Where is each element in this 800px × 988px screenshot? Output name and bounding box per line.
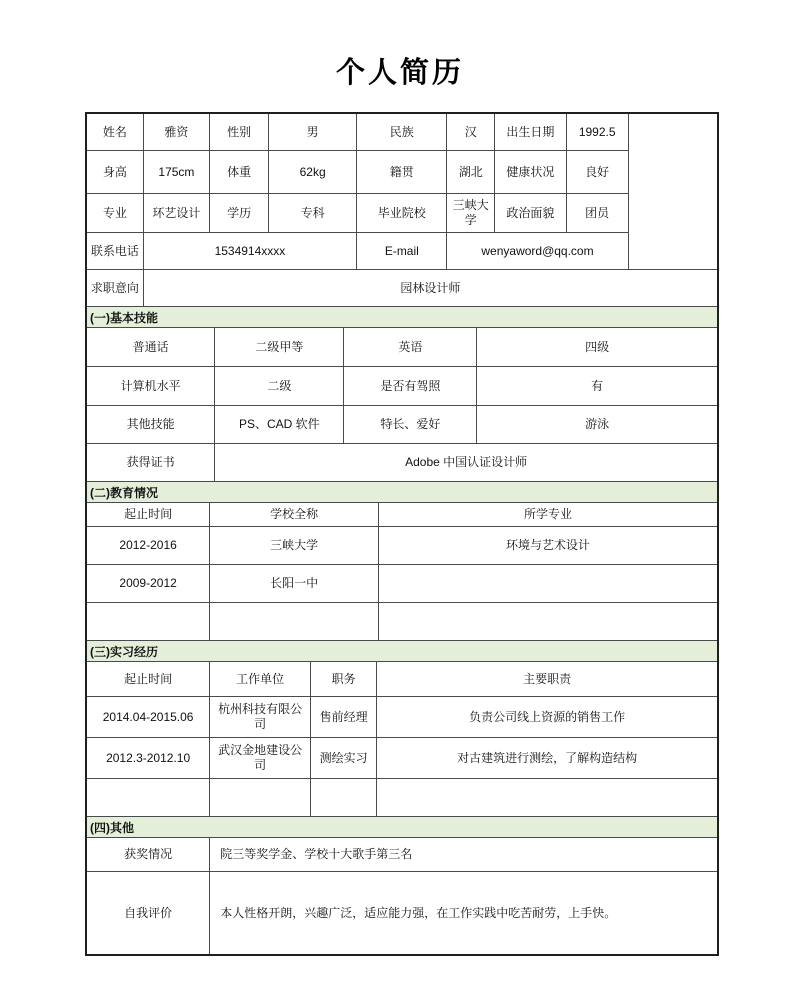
- ethnicity-value: 汉: [446, 114, 494, 150]
- license-label: 是否有驾照: [343, 367, 476, 405]
- profile-block: [87, 114, 717, 269]
- certificate-value: Adobe 中国认证设计师: [214, 444, 717, 481]
- intern-position: 售前经理: [310, 697, 376, 737]
- intern-period: 2014.04-2015.06: [102, 709, 194, 724]
- edu-major: 环境与艺术设计: [378, 527, 717, 564]
- objective-value: 园林设计师: [143, 270, 717, 306]
- phone-value: 1534914xxxx: [143, 233, 357, 269]
- internship-row: [87, 737, 717, 778]
- internship-row: [87, 696, 717, 737]
- skills-row: [87, 327, 717, 366]
- awards-row: [87, 837, 717, 871]
- intern-duty: 负责公司线上资源的销售工作: [376, 697, 717, 737]
- intern-company: [209, 779, 310, 816]
- internship-row: [87, 778, 717, 816]
- other-skills-label: 其他技能: [126, 417, 175, 431]
- self-evaluation-value: 本人性格开朗，兴趣广泛，适应能力强，在工作实践中吃苦耐劳，上手快。: [209, 872, 717, 954]
- section-heading-skills: (一)基本技能: [87, 306, 717, 327]
- height-label: 身高: [102, 164, 127, 179]
- email-label: E-mail: [356, 233, 446, 269]
- intern-duty: 对古建筑进行测绘，了解构造结构: [376, 738, 717, 778]
- major-value: 环艺设计: [143, 194, 209, 232]
- certificate-row: [87, 443, 717, 481]
- intern-duty-header: 主要职责: [376, 662, 717, 696]
- profile-row-3: [87, 193, 628, 232]
- computer-value: 二级: [214, 367, 343, 405]
- health-value: 良好: [566, 151, 628, 193]
- objective-label: 求职意向: [90, 280, 139, 295]
- intern-period: [87, 779, 209, 816]
- resume-table: [85, 112, 719, 956]
- mandarin-value: 二级甲等: [214, 328, 343, 366]
- degree-label: 学历: [209, 194, 268, 232]
- awards-label: 获奖情况: [124, 847, 173, 861]
- certificate-label: 获得证书: [126, 455, 175, 469]
- height-value: 175cm: [143, 151, 209, 193]
- weight-label: 体重: [209, 151, 268, 193]
- hobby-label: 特长、爱好: [343, 406, 476, 443]
- photo-cell: [628, 114, 717, 269]
- edu-school-header: 学校全称: [209, 503, 378, 526]
- political-status-label: 政治面貌: [494, 194, 566, 232]
- edu-major-header: 所学专业: [378, 503, 717, 526]
- mandarin-label: 普通话: [132, 339, 169, 354]
- intern-period-header: 起止时间: [124, 671, 173, 686]
- native-place-value: 湖北: [446, 151, 494, 193]
- birthdate-value: 1992.5: [566, 114, 628, 150]
- english-value: 四级: [476, 328, 717, 366]
- political-status-value: 团员: [566, 194, 628, 232]
- intern-position-header: 职务: [310, 662, 376, 696]
- profile-row-4: [87, 232, 628, 269]
- intern-duty: [376, 779, 717, 816]
- weight-value: 62kg: [268, 151, 356, 193]
- email-value: wenyaword@qq.com: [446, 233, 627, 269]
- section-heading-other: (四)其他: [87, 816, 717, 837]
- edu-major: [378, 603, 717, 640]
- edu-period: 2012-2016: [119, 538, 177, 552]
- license-value: 有: [476, 367, 717, 405]
- awards-value: 院三等奖学金、学校十大歌手第三名: [209, 838, 717, 871]
- objective-row: [87, 269, 717, 306]
- edu-school: 三峡大学: [209, 527, 378, 564]
- edu-school: 长阳一中: [209, 565, 378, 602]
- edu-period-header: 起止时间: [124, 507, 173, 521]
- native-place-label: 籍贯: [356, 151, 446, 193]
- skills-row: [87, 366, 717, 405]
- gender-value: 男: [268, 114, 356, 150]
- education-row: [87, 526, 717, 564]
- name-value: 雅资: [143, 114, 209, 150]
- name-label: 姓名: [102, 124, 127, 139]
- internship-header-row: [87, 661, 717, 696]
- major-label: 专业: [102, 205, 127, 220]
- other-skills-value: PS、CAD 软件: [214, 406, 343, 443]
- english-label: 英语: [343, 328, 476, 366]
- profile-row-2: [87, 150, 628, 193]
- intern-period: 2012.3-2012.10: [106, 750, 191, 765]
- edu-major: [378, 565, 717, 602]
- education-header-row: [87, 502, 717, 526]
- skills-row: [87, 405, 717, 443]
- page-title: 个人简历: [335, 57, 464, 89]
- birthdate-label: 出生日期: [494, 114, 566, 150]
- ethnicity-label: 民族: [356, 114, 446, 150]
- self-evaluation-row: [87, 871, 717, 954]
- section-heading-internship: (三)实习经历: [87, 640, 717, 661]
- computer-label: 计算机水平: [120, 378, 181, 393]
- education-row: [87, 564, 717, 602]
- edu-period: 2009-2012: [119, 576, 177, 590]
- section-heading-education: (二)教育情况: [87, 481, 717, 502]
- health-label: 健康状况: [494, 151, 566, 193]
- education-row: [87, 602, 717, 640]
- intern-company: 武汉金地建设公司: [209, 738, 310, 778]
- intern-position: [310, 779, 376, 816]
- intern-position: 测绘实习: [310, 738, 376, 778]
- self-evaluation-label: 自我评价: [124, 905, 173, 920]
- phone-label: 联系电话: [90, 243, 139, 258]
- intern-company-header: 工作单位: [209, 662, 310, 696]
- edu-school: [209, 603, 378, 640]
- graduate-school-value: 三峡大学: [446, 194, 494, 232]
- graduate-school-label: 毕业院校: [356, 194, 446, 232]
- degree-value: 专科: [268, 194, 356, 232]
- gender-label: 性别: [209, 114, 268, 150]
- intern-company: 杭州科技有限公司: [209, 697, 310, 737]
- hobby-value: 游泳: [476, 406, 717, 443]
- profile-row-1: [87, 114, 628, 150]
- edu-period: [87, 603, 209, 640]
